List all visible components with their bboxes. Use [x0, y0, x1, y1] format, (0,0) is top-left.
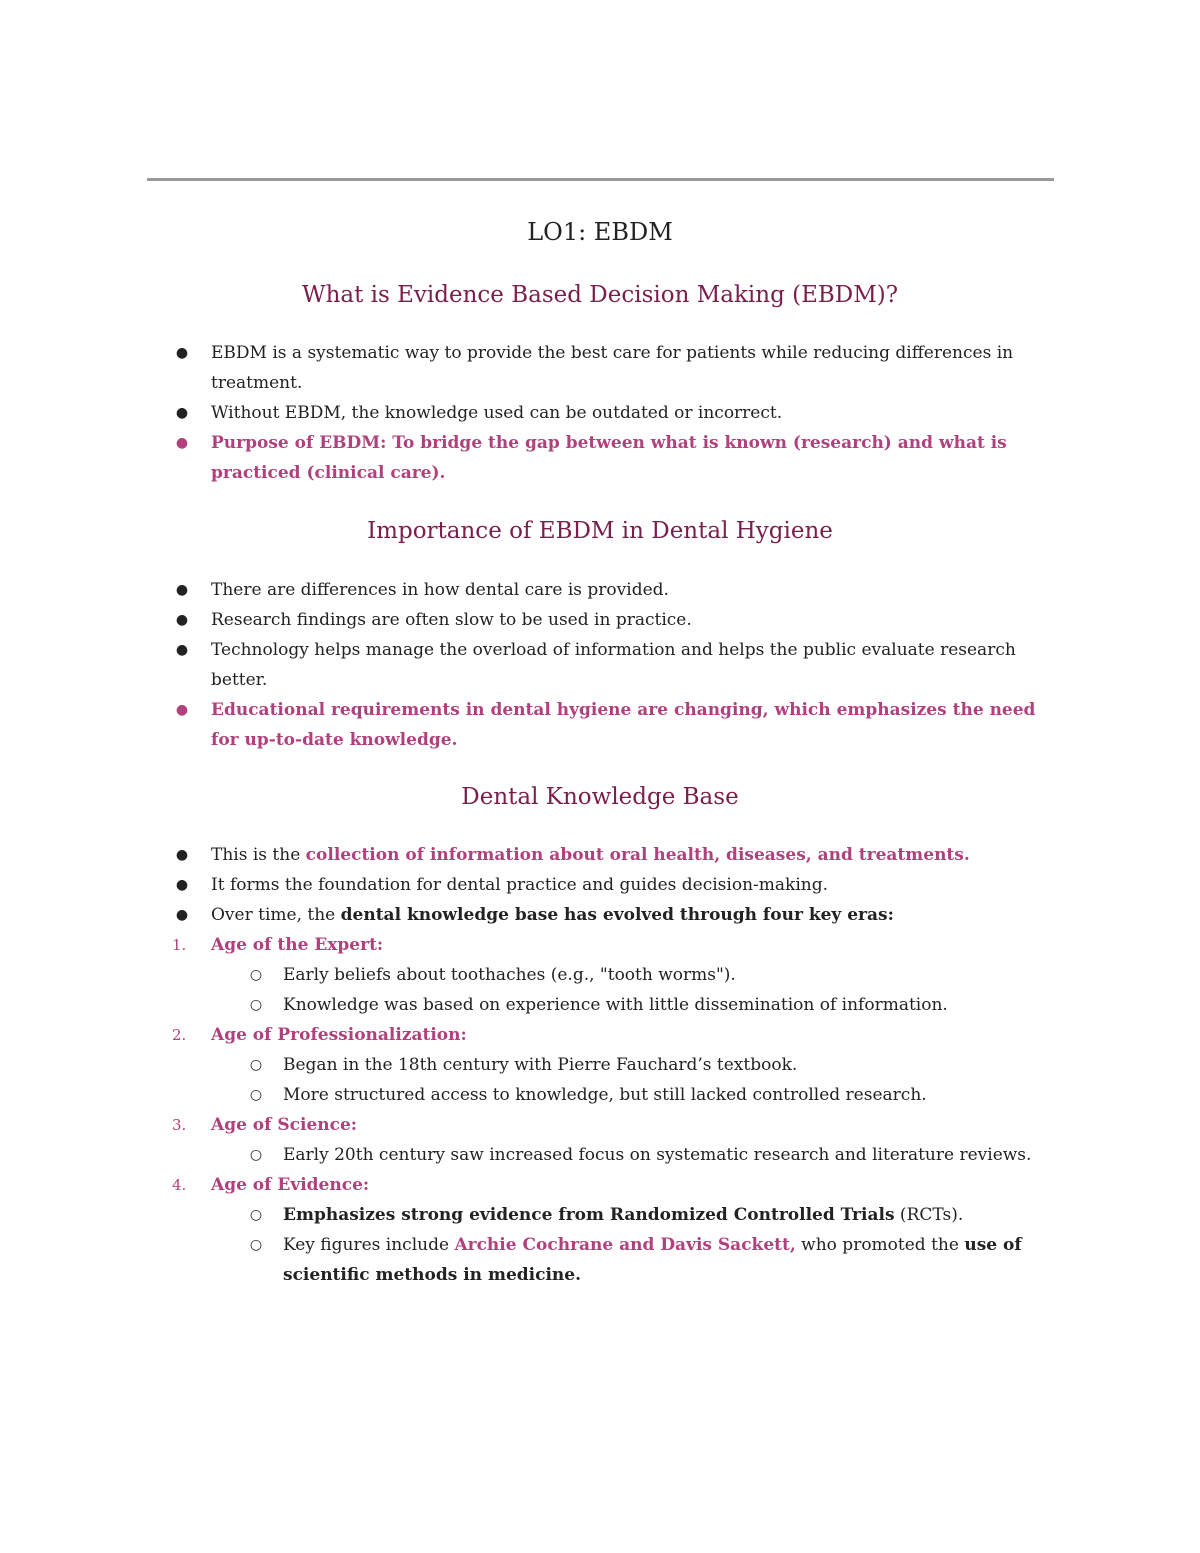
- era-item-expert: 1. Age of the Expert:: [0, 930, 1200, 960]
- list-item: ● This is the collection of information about oral health, diseases, and treatments.: [0, 840, 1200, 870]
- bullet-icon: ●: [175, 907, 189, 923]
- list-item: ● There are differences in how dental care is provided.: [0, 575, 1200, 605]
- list-item: ● Research findings are often slow to be used in practice.: [0, 605, 1200, 635]
- list-item-purpose: ● Purpose of EBDM: To bridge the gap between what is known (research) and what is practiced (clinical care).: [0, 428, 1200, 488]
- era-number: 1.: [172, 936, 187, 954]
- sub-list-item: ○ Early beliefs about toothaches (e.g., "tooth worms").: [0, 960, 1200, 990]
- circle-bullet-icon: ○: [249, 967, 263, 983]
- list-item-educational: ● Educational requirements in dental hygiene are changing, which emphasizes the need for up-to-date knowledge.: [0, 695, 1200, 755]
- bullet-icon: ●: [175, 345, 189, 361]
- bullet-icon: ●: [175, 877, 189, 893]
- section-heading-importance: Importance of EBDM in Dental Hygiene: [367, 518, 833, 544]
- bullet-icon: ●: [175, 702, 189, 718]
- bullet-icon: ●: [175, 582, 189, 598]
- sub-list-item: ○ Emphasizes strong evidence from Randomized Controlled Trials (RCTs).: [0, 1200, 1200, 1230]
- sub-list-item: ○ Began in the 18th century with Pierre Fauchard’s textbook.: [0, 1050, 1200, 1080]
- circle-bullet-icon: ○: [249, 1087, 263, 1103]
- circle-bullet-icon: ○: [249, 1207, 263, 1223]
- bullet-icon: ●: [175, 847, 189, 863]
- sub-list-item: ○ Early 20th century saw increased focus on systematic research and literature reviews.: [0, 1140, 1200, 1170]
- era-item-professionalization: 2. Age of Professionalization:: [0, 1020, 1200, 1050]
- bullet-icon: ●: [175, 612, 189, 628]
- sub-list-item: ○ Knowledge was based on experience with little dissemination of information.: [0, 990, 1200, 1020]
- list-item: ● It forms the foundation for dental practice and guides decision-making.: [0, 870, 1200, 900]
- circle-bullet-icon: ○: [249, 1147, 263, 1163]
- section-heading-ebdm: What is Evidence Based Decision Making (EBDM)?: [301, 282, 899, 308]
- era-item-science: 3. Age of Science:: [0, 1110, 1200, 1140]
- list-item: ● Without EBDM, the knowledge used can be outdated or incorrect.: [0, 398, 1200, 428]
- section-heading-knowledge-base: Dental Knowledge Base: [461, 784, 739, 810]
- list-item: ● EBDM is a systematic way to provide the best care for patients while reducing differences in treatment.: [0, 338, 1200, 398]
- bullet-icon: ●: [175, 642, 189, 658]
- bullet-icon: ●: [175, 435, 189, 451]
- era-number: 3.: [172, 1116, 187, 1134]
- bullet-icon: ●: [175, 405, 189, 421]
- knowledge-base-list: [0, 840, 1200, 1290]
- era-number: 4.: [172, 1176, 187, 1194]
- era-item-evidence: 4. Age of Evidence:: [0, 1170, 1200, 1200]
- ebdm-bullet-list: [0, 338, 1200, 488]
- horizontal-rule: [147, 178, 1054, 181]
- page-title: LO1: EBDM: [527, 218, 673, 246]
- list-item: ● Over time, the dental knowledge base has evolved through four key eras:: [0, 900, 1200, 930]
- era-number: 2.: [172, 1026, 187, 1044]
- circle-bullet-icon: ○: [249, 1057, 263, 1073]
- importance-bullet-list: [0, 575, 1200, 755]
- circle-bullet-icon: ○: [249, 1237, 263, 1253]
- list-item: ● Technology helps manage the overload of information and helps the public evaluate research better.: [0, 635, 1200, 695]
- sub-list-item: ○ Key figures include Archie Cochrane and Davis Sackett, who promoted the use of scientific methods in medicine.: [0, 1230, 1200, 1290]
- circle-bullet-icon: ○: [249, 997, 263, 1013]
- sub-list-item: ○ More structured access to knowledge, but still lacked controlled research.: [0, 1080, 1200, 1110]
